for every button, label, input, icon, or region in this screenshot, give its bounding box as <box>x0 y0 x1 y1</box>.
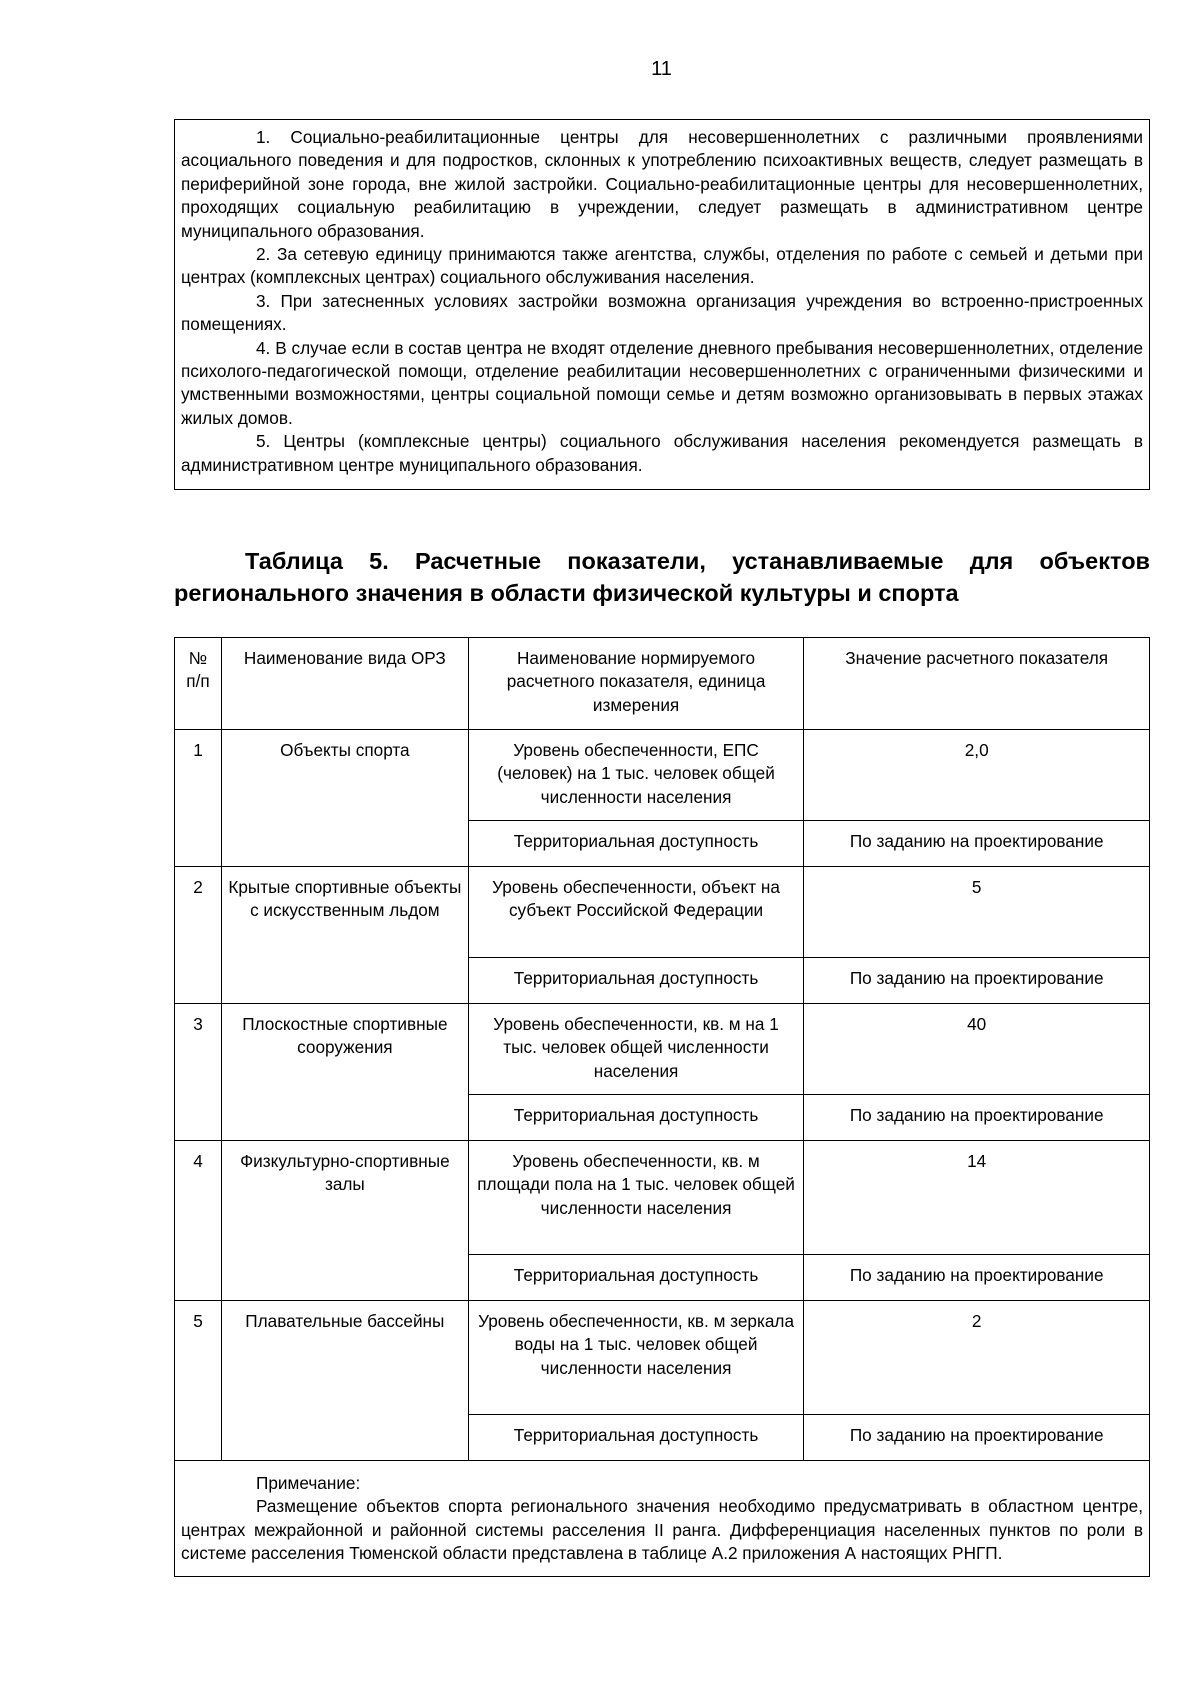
row-indicator: Уровень обеспеченности, кв. м зеркала воды на 1 тыс. человек общей численности населения <box>468 1301 804 1415</box>
table-row <box>175 867 1150 958</box>
row-indicator: Уровень обеспеченности, кв. м на 1 тыс. человек общей численности населения <box>468 1004 804 1095</box>
page-number: 11 <box>651 58 672 80</box>
row-value: 2 <box>804 1301 1150 1415</box>
row-name: Плавательные бассейны <box>221 1301 468 1461</box>
note-paragraph-3: 3. При затесненных условиях застройки возможна организация учреждения во встроенно-пристроенных помещениях. <box>181 290 1143 335</box>
row-indicator: Уровень обеспеченности, ЕПС (человек) на 1 тыс. человек общей численности населения <box>468 730 804 821</box>
row-num: 2 <box>175 867 222 1004</box>
row-num: 4 <box>175 1141 222 1301</box>
note-paragraph-2: 2. За сетевую единицу принимаются также агентства, службы, отделения по работе с семьей и детьми при центрах (комплексных центрах) социального обслуживания населения. <box>181 244 1143 288</box>
notes-box <box>174 119 1150 490</box>
row-name: Объекты спорта <box>221 730 468 867</box>
header-indicator: Наименование нормируемого расчетного показателя, единица измерения <box>468 638 804 730</box>
row-name: Крытые спортивные объекты с искусственным льдом <box>221 867 468 1004</box>
row-value: 2,0 <box>804 730 1150 821</box>
note-paragraph-5: 5. Центры (комплексные центры) социального обслуживания населения рекомендуется размещать в административном центре муниципального образования. <box>181 431 1143 475</box>
row-access-label: Территориальная доступность <box>468 1415 804 1461</box>
note-text: Размещение объектов спорта регионального значения необходимо предусматривать в областном центре, центрах межрайонной и районной системы расселения II ранга. Дифференциация населенных пунктов по роли в системе расселения Тюменской области представлена в таблице А.2 приложения А настоящих РНГП. <box>181 1496 1143 1564</box>
row-value: 40 <box>804 1004 1150 1095</box>
table-row <box>175 730 1150 821</box>
table-note-row <box>175 1461 1150 1577</box>
row-value: 14 <box>804 1141 1150 1255</box>
row-indicator: Уровень обеспеченности, кв. м площади пола на 1 тыс. человек общей численности населения <box>468 1141 804 1255</box>
row-access-value: По заданию на проектирование <box>804 1415 1150 1461</box>
row-num: 5 <box>175 1301 222 1461</box>
row-access-label: Территориальная доступность <box>468 1255 804 1301</box>
table-title: Таблица 5. Расчетные показатели, устанавливаемые для объектов регионального значения в области физической культуры и спорта <box>174 548 1150 606</box>
note-paragraph-1: 1. Социально-реабилитационные центры для несовершеннолетних с различными проявлениями асоциального поведения и для подростков, склонных к употреблению психоактивных веществ, следует размещать в периферийной зоне города, вне жилой застройки. Социально-реабилитационные центры для несовершеннолетних, проходящих социальную реабилитацию в учреждении, следует размещать в административном центре муниципального образования. <box>181 127 1143 241</box>
row-num: 1 <box>175 730 222 867</box>
row-access-value: По заданию на проектирование <box>804 821 1150 867</box>
table-note <box>175 1461 1150 1577</box>
table-row <box>175 1301 1150 1415</box>
table-row <box>175 1004 1150 1095</box>
header-num: № п/п <box>175 638 222 730</box>
note-title: Примечание: <box>256 1473 361 1493</box>
row-access-label: Территориальная доступность <box>468 958 804 1004</box>
header-value: Значение расчетного показателя <box>804 638 1150 730</box>
row-num: 3 <box>175 1004 222 1141</box>
row-access-value: По заданию на проектирование <box>804 958 1150 1004</box>
row-access-label: Территориальная доступность <box>468 821 804 867</box>
row-value: 5 <box>804 867 1150 958</box>
table-row <box>175 1141 1150 1255</box>
row-name: Плоскостные спортивные сооружения <box>221 1004 468 1141</box>
header-name: Наименование вида ОРЗ <box>221 638 468 730</box>
row-indicator: Уровень обеспеченности, объект на субъект Российской Федерации <box>468 867 804 958</box>
row-access-label: Территориальная доступность <box>468 1095 804 1141</box>
note-paragraph-4: 4. В случае если в состав центра не входят отделение дневного пребывания несовершеннолетних, отделение психолого-педагогической помощи, отделение реабилитации несовершеннолетних с ограниченными физическими и умственными возможностями, центры социальной помощи семье и детям возможно организовывать в первых этажах жилых домов. <box>181 337 1143 428</box>
table-header-row <box>175 638 1150 730</box>
indicators-table <box>174 637 1150 1577</box>
row-name: Физкультурно-спортивные залы <box>221 1141 468 1301</box>
row-access-value: По заданию на проектирование <box>804 1255 1150 1301</box>
row-access-value: По заданию на проектирование <box>804 1095 1150 1141</box>
